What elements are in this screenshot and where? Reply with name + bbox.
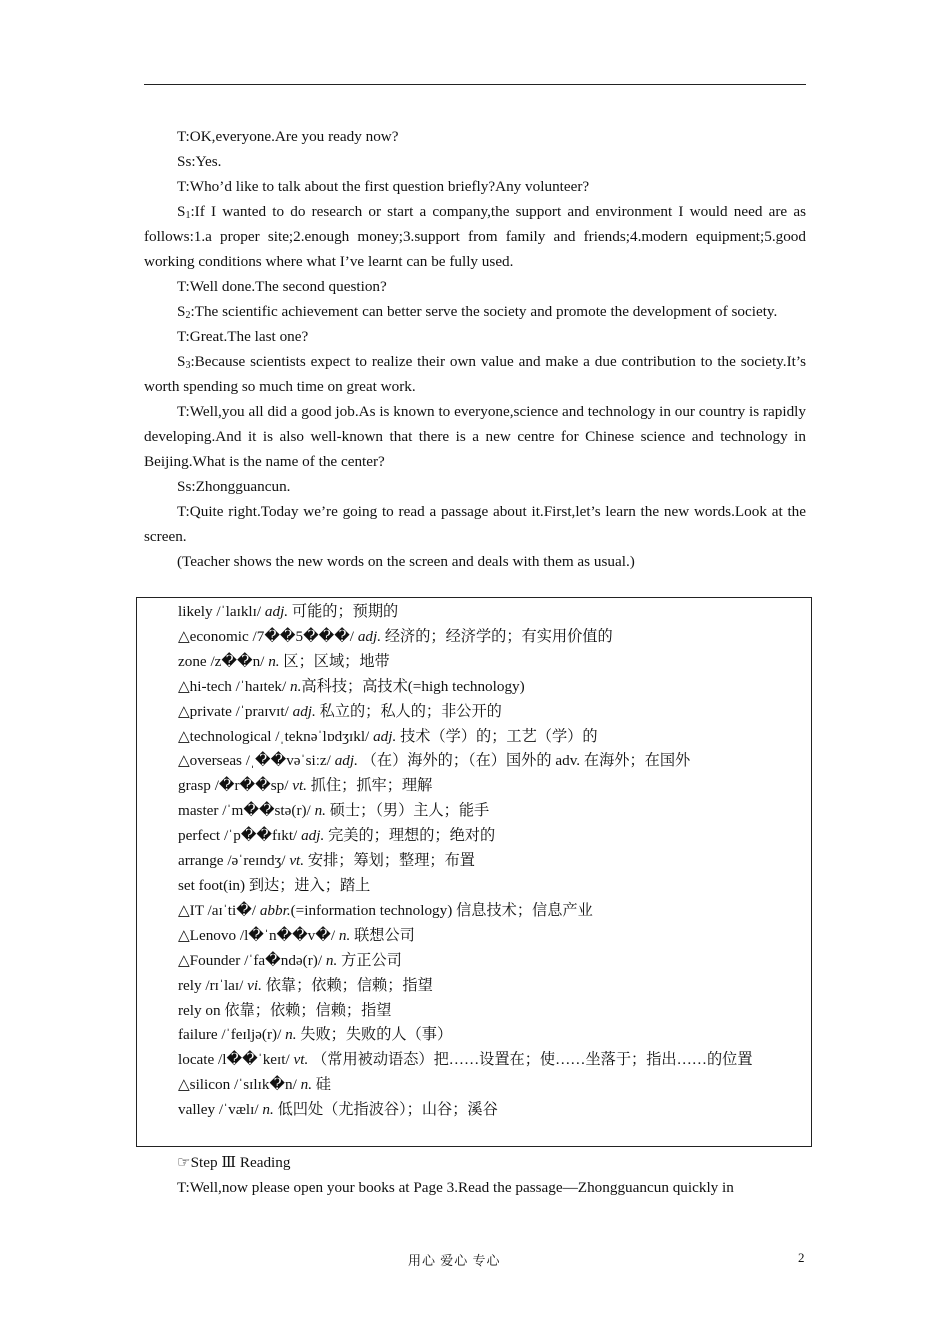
speaker: Ss <box>177 153 192 170</box>
vocabulary-box <box>136 597 812 1147</box>
step-heading: ☞Step Ⅲ Reading <box>177 1154 291 1171</box>
vocab-pos: n. <box>262 1101 274 1119</box>
speaker: T <box>177 503 186 520</box>
vocab-pos: adj. <box>334 752 358 770</box>
vocab-pos: n. <box>285 1026 297 1044</box>
dialogue-line <box>144 174 806 199</box>
vocab-word: set foot(in) <box>178 876 249 894</box>
after-box <box>144 1150 806 1200</box>
speaker: S <box>177 303 186 320</box>
dialogue-line <box>144 324 806 349</box>
dialogue-text: :Great.The last one? <box>185 328 309 345</box>
page-number: 2 <box>798 1250 805 1265</box>
vocab-entry <box>145 650 807 675</box>
vocab-meaning: （在）海外的；（在）国外的 adv. 在海外；在国外 <box>357 752 691 770</box>
speaker: T <box>177 178 186 195</box>
speaker: Ss <box>177 478 192 495</box>
speaker: T <box>177 278 186 295</box>
dialogue-line <box>144 199 806 274</box>
vocab-word: locate /l��ˈkeɪt/ <box>178 1051 294 1069</box>
vocab-meaning: 区；区域；地带 <box>279 652 390 670</box>
vocab-word: grasp /�r��sp/ <box>178 777 293 795</box>
dialogue-text: :Zhongguancun. <box>191 478 291 495</box>
vocab-pos: adj. <box>373 727 397 745</box>
speaker: S <box>177 353 186 370</box>
vocab-meaning: 可能的；预期的 <box>288 603 399 620</box>
dialogue-text: :Well,you all did a good job.As is known to everyone,science and technology in our country is rapidly developing.And it is also well-known that there is a new centre for Chinese science and technology in Beijing.What is the name of the center? <box>144 403 806 470</box>
vocab-word: zone /z��n/ <box>178 652 269 670</box>
vocab-meaning: 到达；进入；踏上 <box>248 876 371 894</box>
speaker-number: 2 <box>185 310 191 321</box>
vocab-pos: adj. <box>357 627 382 645</box>
vocab-pos: n. <box>268 652 280 670</box>
vocab-word: master /ˈm��stə(r)/ <box>178 802 315 820</box>
vocab-entry <box>145 1048 807 1073</box>
vocab-entry <box>145 799 807 824</box>
vocab-entry <box>145 600 807 625</box>
vocab-entry <box>145 824 807 849</box>
vocabulary-list <box>145 600 807 1123</box>
vocab-word: △technological /ˌteknəˈlɒdʒɪkl/ <box>178 727 374 745</box>
speaker: T <box>177 328 186 345</box>
vocab-word: arrange /əˈreɪndʒ/ <box>178 852 290 870</box>
vocab-meaning: 失败；失败的人（事） <box>296 1026 453 1044</box>
vocab-word: △silicon /ˈsɪlɪk�n/ <box>178 1076 301 1094</box>
vocab-entry <box>145 974 807 999</box>
vocab-word: △private /ˈpraɪvɪt/ <box>178 702 293 720</box>
dialogue-text: :Because scientists expect to realize their own value and make a due contribution to the society.It’s worth spending so much time on great work. <box>144 353 806 395</box>
vocab-word: △Lenovo /l�ˈn��v�/ <box>178 926 339 944</box>
vocab-word: perfect /ˈp��fɪkt/ <box>178 827 302 845</box>
dialogue-line <box>144 299 806 324</box>
vocab-entry <box>145 924 807 949</box>
vocab-entry <box>145 749 807 774</box>
vocab-pos: adj. <box>301 827 325 845</box>
dialogue-line <box>144 499 806 549</box>
dialogue-line <box>144 124 806 149</box>
vocab-entry <box>145 625 807 650</box>
vocab-entry <box>145 849 807 874</box>
vocab-entry <box>145 725 807 750</box>
vocab-entry <box>145 774 807 799</box>
vocab-meaning: 硕士；（男）主人；能手 <box>325 802 490 820</box>
dialogue-text: :Yes. <box>191 153 222 170</box>
vocab-meaning: 经济的；经济学的；有实用价值的 <box>381 627 613 645</box>
speaker: S <box>177 203 186 220</box>
vocab-word: failure /ˈfeɪljə(r)/ <box>178 1026 286 1044</box>
vocab-pos: adj. <box>264 603 289 620</box>
speaker: T <box>177 128 186 145</box>
speaker: T <box>177 403 186 420</box>
vocab-entry <box>145 675 807 700</box>
vocab-word: rely on <box>178 1001 225 1019</box>
dialogue-line <box>144 349 806 399</box>
vocab-entry <box>145 700 807 725</box>
vocab-meaning: （常用被动语态）把……设置在；使……坐落于；指出……的位置 <box>308 1051 753 1069</box>
vocab-word: likely /ˈlaɪklɪ/ <box>178 603 265 620</box>
vocab-entry <box>145 1098 807 1123</box>
vocab-meaning: 联想公司 <box>350 926 415 944</box>
vocab-entry <box>145 1073 807 1098</box>
vocab-pos: vt. <box>292 777 307 795</box>
vocab-word: valley /ˈvælɪ/ <box>178 1101 263 1119</box>
vocab-meaning: 硅 <box>312 1076 331 1094</box>
dialogue-line <box>144 474 806 499</box>
vocab-pos: n. <box>325 951 338 969</box>
vocab-word: rely /rɪˈlaɪ/ <box>178 976 248 994</box>
header-rule <box>144 84 806 85</box>
vocab-pos: n. <box>314 802 326 820</box>
vocab-entry <box>145 1023 807 1048</box>
vocab-pos: abbr. <box>259 901 291 919</box>
vocab-entry <box>145 874 807 899</box>
vocab-pos: vt. <box>289 852 305 870</box>
vocab-meaning: 依靠；依赖；信赖；指望 <box>261 976 433 994</box>
vocab-word: △overseas /ˌ��vəˈsiːz/ <box>178 752 335 770</box>
vocab-meaning: 方正公司 <box>337 951 402 969</box>
stage-direction: (Teacher shows the new words on the screen and deals with them as usual.) <box>177 553 635 570</box>
dialogue-line <box>144 274 806 299</box>
vocab-word: △hi-tech /ˈhaɪtek/ <box>178 677 291 695</box>
vocab-pos: n. <box>290 677 302 695</box>
dialogue <box>144 124 806 574</box>
dialogue-text: :The scientific achievement can better serve the society and promote the development of society. <box>190 303 778 320</box>
vocab-pos: n. <box>338 926 351 944</box>
dialogue-text: :Quite right.Today we’re going to read a passage about it.First,let’s learn the new words.Look at the screen. <box>144 503 806 545</box>
vocab-pos: n. <box>300 1076 312 1094</box>
dialogue-text: :If I wanted to do research or start a company,the support and environment I would need are as follows:1.a proper site;2.enough money;3.support from family and friends;4.modern equipment;5.good working conditions where what I’ve learnt can be fully used. <box>144 203 806 270</box>
vocab-word: △economic /7��5���/ <box>178 627 358 645</box>
vocab-pos: vt. <box>293 1051 309 1069</box>
vocab-meaning: 低凹处（尤指波谷）；山谷；溪谷 <box>273 1101 498 1119</box>
vocab-entry <box>145 899 807 924</box>
vocab-meaning: 抓住；抓牢；理解 <box>306 777 433 795</box>
vocab-meaning: 技术（学）的；工艺（学）的 <box>396 727 598 745</box>
vocab-meaning: 私立的；私人的；非公开的 <box>315 702 502 720</box>
closing-line: T:Well,now please open your books at Page 3.Read the passage—Zhongguancun quickly in <box>177 1179 734 1196</box>
speaker-number: 1 <box>185 210 191 221</box>
vocab-entry <box>145 949 807 974</box>
speaker-number: 3 <box>185 360 191 371</box>
dialogue-text: :Who’d like to talk about the first question briefly?Any volunteer? <box>185 178 590 195</box>
vocab-word: △IT /aɪˈti�/ <box>178 901 260 919</box>
dialogue-line <box>144 399 806 474</box>
vocab-meaning: (=information technology) 信息技术；信息产业 <box>290 901 593 919</box>
vocab-meaning: 依靠；依赖；信赖；指望 <box>224 1001 392 1019</box>
vocab-word: △Founder /ˈfa�ndə(r)/ <box>178 951 326 969</box>
dialogue-line <box>144 149 806 174</box>
dialogue-text: :OK,everyone.Are you ready now? <box>185 128 399 145</box>
vocab-pos: adj. <box>292 702 316 720</box>
vocab-entry <box>145 999 807 1024</box>
dialogue-text: :Well done.The second question? <box>185 278 387 295</box>
vocab-pos: vi. <box>247 976 262 994</box>
footer-text: 用心 爱心 专心 <box>408 1253 501 1268</box>
vocab-meaning: 高科技；高技术(=high technology) <box>301 677 525 695</box>
vocab-meaning: 安排；筹划；整理；布置 <box>304 852 475 870</box>
vocab-meaning: 完美的；理想的；绝对的 <box>324 827 496 845</box>
